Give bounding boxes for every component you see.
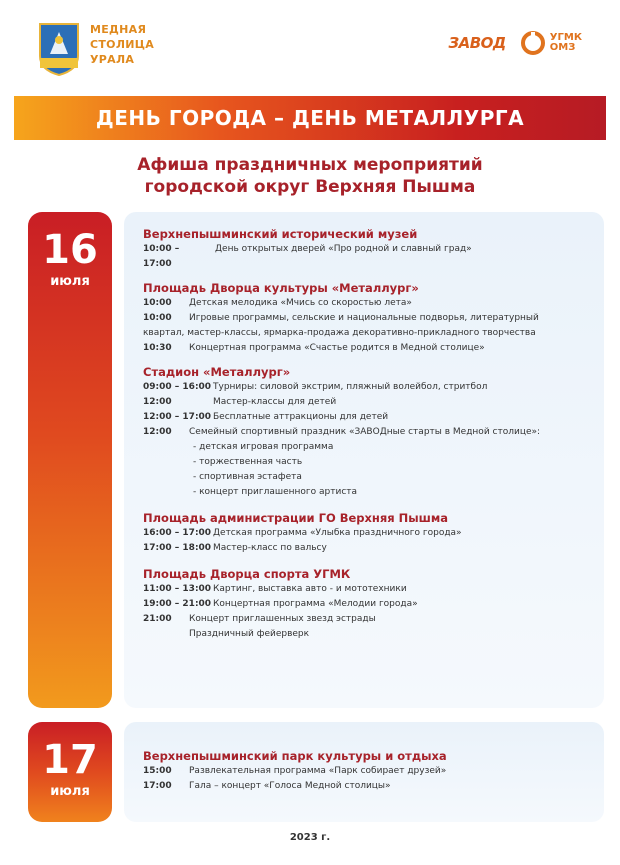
venue-title: Верхнепышминский исторический музей xyxy=(143,227,418,241)
event-tail: Праздничный фейерверк xyxy=(189,629,310,639)
event-time: 10:00 – 17:00 xyxy=(143,244,180,269)
event-time: 16:00 – 17:00 xyxy=(143,528,212,538)
subtitle-line-2: городской округ Верхняя Пышма xyxy=(144,177,476,197)
ugmk-logo-line-2: ОМЗ xyxy=(549,42,576,53)
event-row xyxy=(143,779,598,794)
event-row xyxy=(143,582,598,597)
event-time: 10:00 xyxy=(143,313,172,323)
date-month: июля xyxy=(50,784,90,799)
event-time: 09:00 – 16:00 xyxy=(143,382,212,392)
event-time: 10:30 xyxy=(143,343,172,353)
venue-title: Верхнепышминский парк культуры и отдыха xyxy=(143,749,447,763)
date-month: июля xyxy=(50,274,90,289)
event-time: 12:00 xyxy=(143,427,172,437)
venue-title: Стадион «Металлург» xyxy=(143,365,291,379)
event-subitem: - торжественная часть xyxy=(193,457,303,467)
date-badge-17 xyxy=(28,722,112,822)
event-row xyxy=(143,410,598,425)
event-text: Бесплатные аттракционы для детей xyxy=(213,412,389,422)
zavod-logo: ЗАВОД xyxy=(448,34,506,52)
poster-subtitle xyxy=(0,154,620,198)
date-day: 16 xyxy=(42,227,98,273)
ugmk-ring-icon xyxy=(520,30,546,56)
event-text: Концерт приглашенных звезд эстрады xyxy=(189,614,376,624)
event-text: День открытых дверей «Про родной и славный град» xyxy=(215,244,472,254)
event-text: Турниры: силовой экстрим, пляжный волейбол, стритбол xyxy=(213,382,488,392)
event-time: 19:00 – 21:00 xyxy=(143,599,212,609)
event-row xyxy=(143,296,598,311)
event-row xyxy=(143,541,598,556)
event-subitem: - детская игровая программа xyxy=(193,442,334,452)
logo-line-1: МЕДНАЯ xyxy=(90,23,147,36)
logo-line-2: СТОЛИЦА xyxy=(90,38,155,51)
title-banner xyxy=(14,96,606,140)
schedule-content-16 xyxy=(143,226,598,642)
event-row xyxy=(143,242,598,272)
venue-title: Площадь Дворца культуры «Металлург» xyxy=(143,281,419,295)
event-text: Гала – концерт «Голоса Медной столицы» xyxy=(189,781,391,791)
ugmk-logo-line-1: УГМК xyxy=(549,32,582,43)
event-time: 12:00 xyxy=(143,397,172,407)
event-row xyxy=(143,764,598,779)
event-text: Детская мелодика «Мчись со скоростью лета» xyxy=(189,298,412,308)
venue-title: Площадь администрации ГО Верхняя Пышма xyxy=(143,511,449,525)
event-text: Детская программа «Улыбка праздничного города» xyxy=(213,528,462,538)
venue-title: Площадь Дворца спорта УГМК xyxy=(143,567,351,581)
ugmk-logo xyxy=(520,30,582,56)
event-text: Мастер-класс по вальсу xyxy=(213,543,327,553)
schedule-content-17 xyxy=(143,748,598,794)
event-row-continued xyxy=(143,326,598,341)
event-row xyxy=(143,526,598,541)
event-text: квартал, мастер-классы, ярмарка-продажа декоративно-прикладного творчества xyxy=(143,328,536,338)
event-time: 11:00 – 13:00 xyxy=(143,584,212,594)
header xyxy=(0,0,620,90)
year-footer: 2023 г. xyxy=(289,832,331,843)
coat-of-arms-icon xyxy=(38,22,80,76)
event-text: Картинг, выставка авто - и мототехники xyxy=(213,584,407,594)
event-row xyxy=(143,425,598,440)
event-subitem: - концерт приглашенного артиста xyxy=(193,487,358,497)
logo-line-3: УРАЛА xyxy=(90,53,135,66)
event-text: Мастер-классы для детей xyxy=(213,397,337,407)
city-logo xyxy=(38,22,154,76)
event-time: 15:00 xyxy=(143,766,172,776)
banner-title: ДЕНЬ ГОРОДА – ДЕНЬ МЕТАЛЛУРГА xyxy=(95,106,525,130)
event-row xyxy=(143,395,598,410)
event-time: 21:00 xyxy=(143,614,172,624)
event-row xyxy=(143,380,598,395)
date-day: 17 xyxy=(42,737,98,783)
partner-logos xyxy=(448,30,582,56)
event-text: Концертная программа «Мелодии города» xyxy=(213,599,418,609)
event-text: Развлекательная программа «Парк собирает друзей» xyxy=(189,766,447,776)
event-row xyxy=(143,311,598,326)
event-text: Концертная программа «Счастье родится в Медной столице» xyxy=(189,343,485,353)
event-time: 17:00 – 18:00 xyxy=(143,543,212,553)
event-time: 10:00 xyxy=(143,298,172,308)
subtitle-line-1: Афиша праздничных мероприятий xyxy=(137,155,483,175)
event-time: 17:00 xyxy=(143,781,172,791)
event-text: Игровые программы, сельские и национальные подворья, литературный xyxy=(189,313,539,323)
event-subitem: - спортивная эстафета xyxy=(193,472,302,482)
event-row xyxy=(143,612,598,627)
event-text: Семейный спортивный праздник «ЗАВОДные старты в Медной столице»: xyxy=(189,427,541,437)
event-time: 12:00 – 17:00 xyxy=(143,412,212,422)
event-row xyxy=(143,341,598,356)
date-badge-16 xyxy=(28,212,112,708)
event-row xyxy=(143,597,598,612)
